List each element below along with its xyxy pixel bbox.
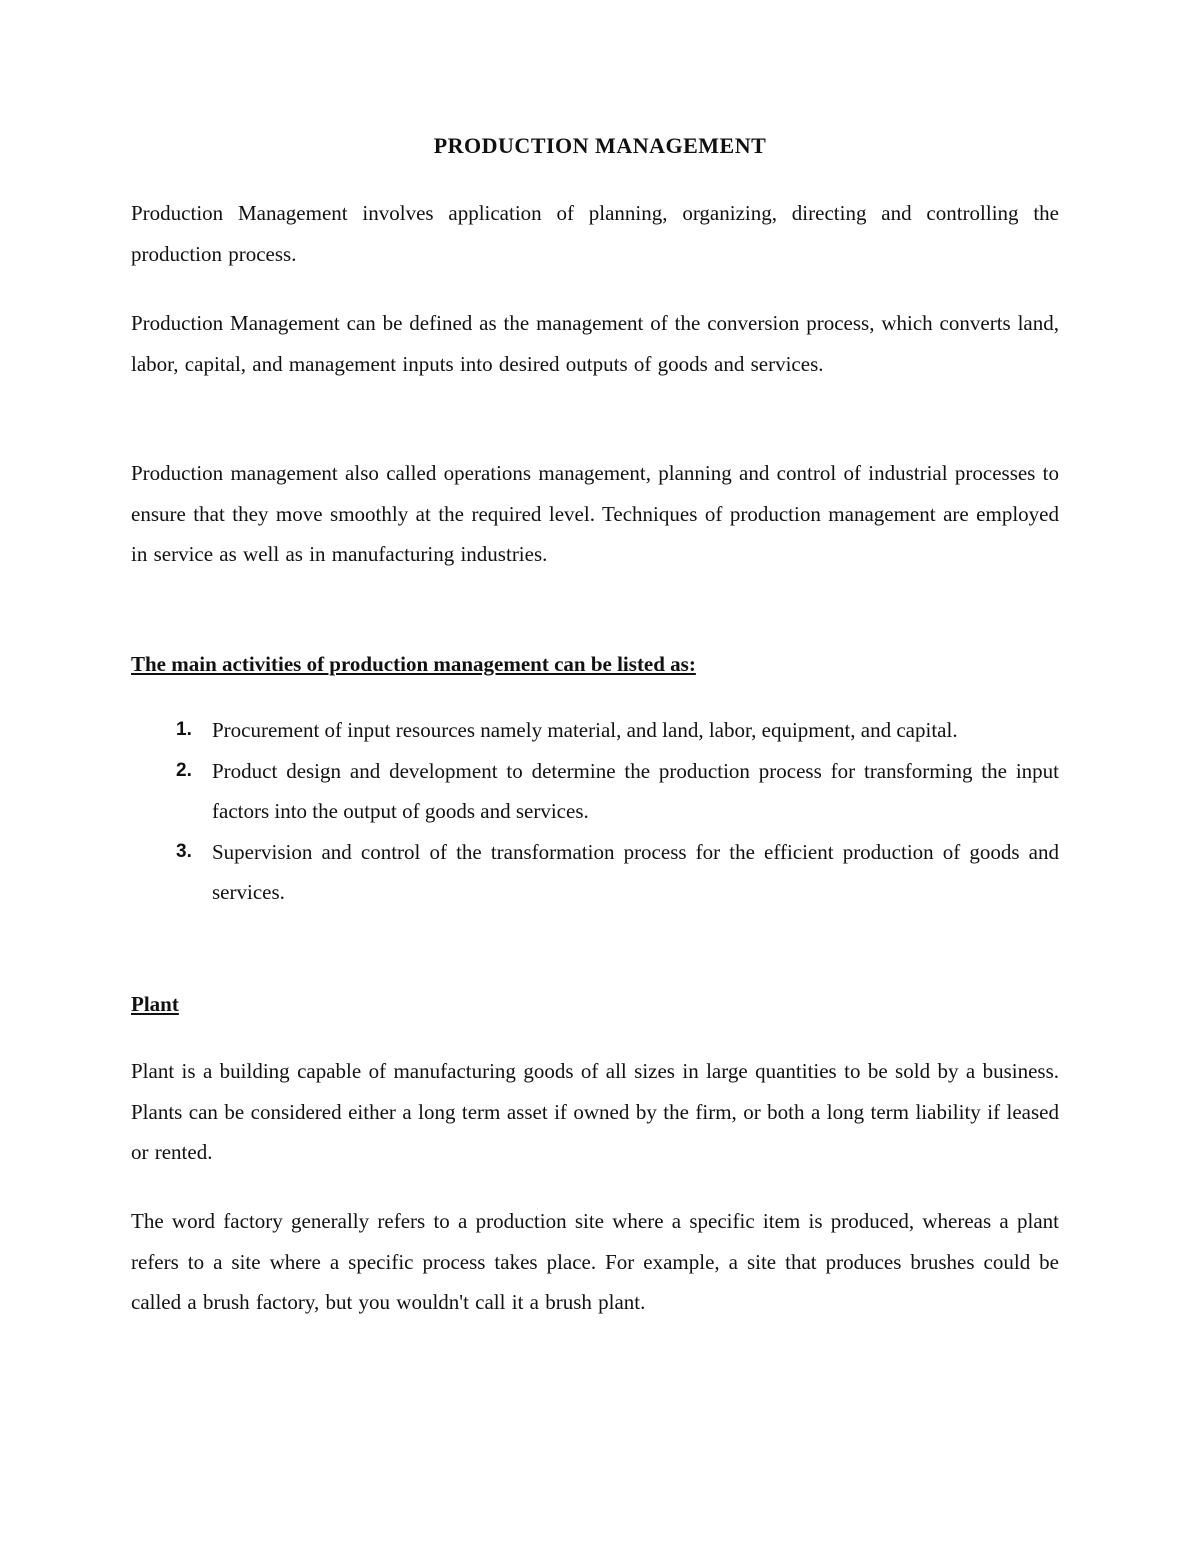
list-item xyxy=(131,710,1059,751)
list-item xyxy=(131,751,1059,832)
plant-paragraph-2: The word factory generally refers to a production site where a specific item is produced, whereas a plant refers to a site where a specific process takes place. For example, a site that produces brushes could be called a brush factory, but you wouldn't call it a brush plant. xyxy=(131,1209,1059,1314)
activities-heading: The main activities of production management can be listed as: xyxy=(131,652,696,676)
list-item-text: Procurement of input resources namely material, and land, labor, equipment, and capital. xyxy=(212,718,958,742)
page-title: PRODUCTION MANAGEMENT xyxy=(433,133,767,158)
intro-paragraph-2: Production Management can be defined as the management of the conversion process, which converts land, labor, capital, and management inputs into desired outputs of goods and services. xyxy=(131,311,1059,376)
list-item-number: 2. xyxy=(176,759,192,781)
list-item-number: 1. xyxy=(176,719,192,740)
list-item-text: Supervision and control of the transformation process for the efficient production of goods and services. xyxy=(212,839,1059,904)
intro-paragraph-3: Production management also called operations management, planning and control of industrial processes to ensure that they move smoothly at the required level. Techniques of production management are employed in service as well as in manufacturing industries. xyxy=(131,461,1059,566)
list-item-text: Product design and development to determine the production process for transforming the input factors into the output of goods and services. xyxy=(212,758,1059,823)
activities-list xyxy=(131,710,1059,913)
plant-heading: Plant xyxy=(131,992,179,1016)
list-item-number: 3. xyxy=(176,840,192,862)
list-item xyxy=(131,832,1059,913)
intro-paragraph-1: Production Management involves application of planning, organizing, directing and controlling the production process. xyxy=(131,201,1059,266)
plant-paragraph-1: Plant is a building capable of manufacturing goods of all sizes in large quantities to be sold by a business. Plants can be considered either a long term asset if owned by the firm, or both a long term liability if leased or rented. xyxy=(131,1059,1059,1164)
